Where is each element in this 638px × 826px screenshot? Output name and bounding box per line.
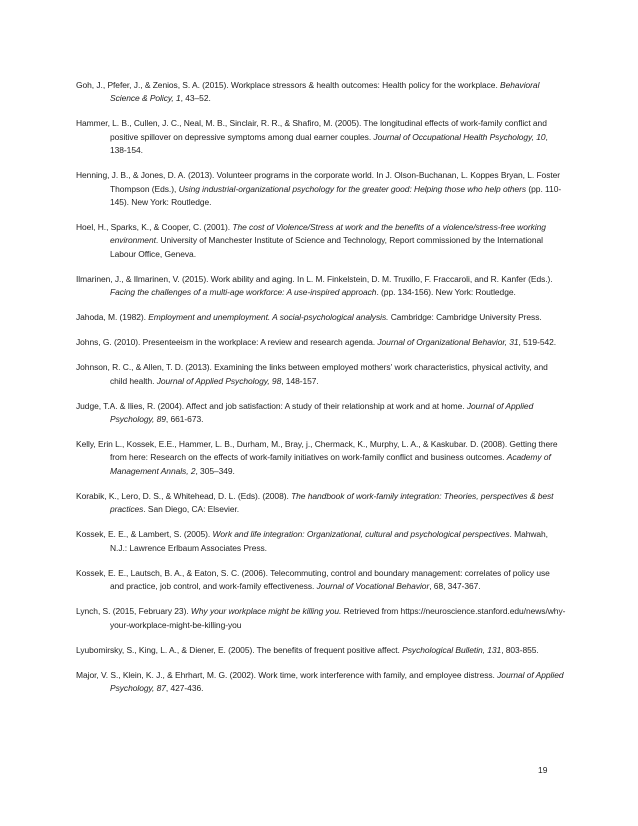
reference-entry: [76, 669, 566, 696]
reference-italic-text: Journal of Vocational Behavior: [316, 581, 430, 592]
reference-text: Korabik, K., Lero, D. S., & Whitehead, D. L. (Eds). (2008).: [76, 490, 292, 501]
reference-text: , 138-154.: [110, 131, 548, 156]
reference-entry: [76, 528, 566, 555]
reference-text: Lyubomirsky, S., King, L. A., & Diener, E. (2005). The benefits of frequent positive affect.: [76, 644, 403, 655]
reference-text: Jahoda, M. (1982).: [76, 312, 149, 323]
reference-italic-text: Journal of Applied Psychology, 89: [110, 400, 534, 425]
reference-text: Kossek, E. E., & Lambert, S. (2005).: [76, 529, 213, 540]
reference-italic-text: Facing the challenges of a multi-age workforce: A use-inspired approach: [110, 287, 377, 298]
reference-text: . (pp. 134-156). New York: Routledge.: [376, 287, 516, 298]
reference-italic-text: Journal of Occupational Health Psychology, 10: [373, 131, 546, 142]
reference-entry: [76, 490, 566, 517]
reference-text: Lynch, S. (2015, February 23).: [76, 606, 191, 617]
reference-text: , 43–52.: [180, 93, 211, 104]
reference-entry: [76, 438, 566, 478]
reference-text: Goh, J., Pfefer, J., & Zenios, S. A. (2015). Workplace stressors & health outcomes: Health policy for the workplace.: [76, 80, 501, 90]
reference-italic-text: Using industrial-organizational psychology for the greater good: Helping those who help others: [178, 183, 527, 194]
reference-entry: [76, 273, 566, 300]
reference-italic-text: Journal of Applied Psychology, 87: [110, 669, 564, 693]
reference-text: Judge, T.A. & Ilies, R. (2004). Affect and job satisfaction: A study of their relationship at work and at home.: [76, 400, 467, 411]
reference-text: (pp. 110-145). New York: Routledge.: [110, 183, 562, 208]
reference-italic-text: Employment and unemployment. A social-psychological analysis.: [148, 312, 389, 323]
reference-text: Hoel, H., Sparks, K., & Cooper, C. (2001).: [76, 222, 233, 233]
reference-italic-text: Psychological Bulletin, 131: [402, 644, 502, 655]
reference-text: Henning, J. B., & Jones, D. A. (2013). Volunteer programs in the corporate world. In J. Olson-Buchanan, L. Koppes Bryan, L. Foster Thompson (Eds.),: [76, 170, 561, 194]
reference-italic-text: Academy of Management Annals, 2: [110, 452, 551, 476]
reference-text: . Mahwah, N.J.: Lawrence Erlbaum Associates Press.: [110, 529, 548, 553]
reference-italic-text: The cost of Violence/Stress at work and the benefits of a violence/stress-free working environment: [110, 222, 546, 246]
reference-text: Hammer, L. B., Cullen, J. C., Neal, M. B., Sinclair, R. R., & Shafiro, M. (2005). The longitudinal effects of work-family conflict and positive spillover on depressive symptoms among dual earner couples.: [76, 118, 547, 142]
reference-italic-text: Work and life integration: Organizational, cultural and psychological perspectives: [212, 529, 510, 540]
reference-italic-text: Why your workplace might be killing you.: [190, 606, 342, 617]
reference-text: Ilmarinen, J., & Ilmarinen, V. (2015). Work ability and aging. In L. M. Finkelstein, D. M. Truxillo, F. Fraccaroli, and R. Kanfer (Eds.).: [76, 273, 553, 284]
reference-text: Cambridge: Cambridge University Press.: [388, 312, 542, 323]
reference-entry: [76, 311, 566, 324]
reference-entry: [76, 605, 566, 632]
reference-text: Kossek, E. E., Lautsch, B. A., & Eaton, S. C. (2006). Telecommuting, control and boundary management: correlates of policy use and practice, job control, and work-family effectiveness.: [76, 567, 550, 592]
reference-italic-text: Journal of Organizational Behavior, 31: [377, 337, 519, 348]
reference-text: , 661-673.: [165, 414, 204, 425]
reference-text: . San Diego, CA: Elsevier.: [143, 504, 240, 515]
reference-text: Retrieved from https://neuroscience.stanford.edu/news/why-your-workplace-might-be-killing-you: [110, 606, 566, 630]
reference-italic-text: The handbook of work-family integration: Theories, perspectives & best practices: [110, 490, 554, 515]
page-number: 19: [538, 765, 548, 775]
reference-entry: [76, 221, 566, 261]
reference-text: Major, V. S., Klein, K. J., & Ehrhart, M. G. (2002). Work time, work interference with family, and employee distress.: [76, 669, 498, 680]
reference-text: , 427-436.: [165, 682, 204, 693]
reference-italic-text: Behavioral Science & Policy, 1: [110, 80, 540, 104]
reference-text: , 305–349.: [195, 465, 235, 476]
reference-entry: [76, 567, 566, 594]
reference-entry: [76, 336, 566, 349]
reference-text: Johns, G. (2010). Presenteeism in the workplace: A review and research agenda.: [76, 337, 378, 348]
reference-text: , 803-855.: [501, 644, 539, 655]
reference-entry: [76, 361, 566, 388]
reference-text: . University of Manchester Institute of Science and Technology, Report commissioned by the International Labour Office, Geneva.: [110, 235, 543, 259]
reference-text: Johnson, R. C., & Allen, T. D. (2013). Examining the links between employed mothers' work characteristics, physical activity, and child health.: [76, 362, 548, 386]
reference-entry: [76, 400, 566, 427]
reference-text: , 148-157.: [281, 375, 319, 386]
reference-entry: [76, 644, 566, 657]
reference-entry: [76, 169, 566, 209]
reference-entry: [76, 117, 566, 157]
reference-text: Kelly, Erin L., Kossek, E.E., Hammer, L. B., Durham, M., Bray, j., Chermack, K., Murphy, L. A., & Kaskubar. D. (2008). Getting there from here: Research on the effects of work-family initiatives on work-family conflict and business outcomes.: [76, 439, 558, 463]
reference-list: [76, 79, 566, 707]
reference-text: , 68, 347-367.: [429, 581, 481, 592]
reference-entry: [76, 79, 566, 106]
reference-text: , 519-542.: [518, 337, 557, 348]
reference-italic-text: Journal of Applied Psychology, 98: [156, 375, 282, 386]
